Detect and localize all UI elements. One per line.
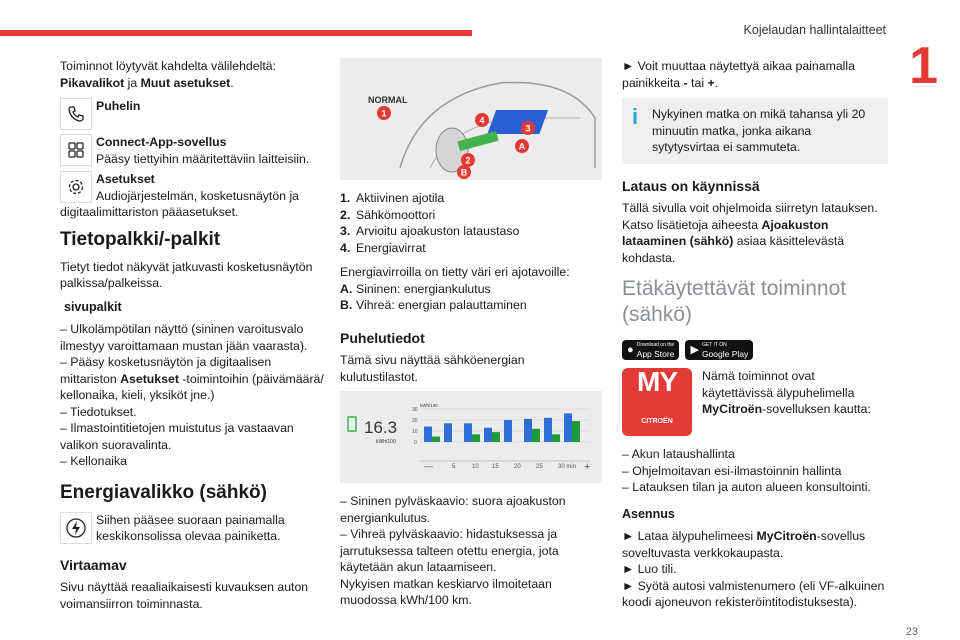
info-box: i Nykyinen matka on mikä tahansa yli 20 minuutin matka, jonka aikana sytytysvirtaa ei sammuteta. bbox=[622, 98, 888, 164]
energy-icon bbox=[60, 512, 92, 544]
google-play-icon: ▶ bbox=[690, 343, 699, 356]
subheading-sivupalkit: sivupalkit bbox=[64, 299, 122, 314]
list-item: – Kellonaika bbox=[60, 454, 127, 468]
marker-1 bbox=[377, 106, 391, 120]
list-item: – Sininen pylväskaavio: suora ajoakuston energiankulutus. bbox=[340, 494, 566, 525]
marker-4 bbox=[475, 113, 489, 127]
app-store-badge[interactable]: ● Download on the App Store bbox=[622, 340, 679, 360]
store-badges bbox=[622, 340, 888, 360]
summary-line: Nykyisen matkan keskiarvo ilmoitetaan muodossa kWh/100 km. bbox=[340, 576, 552, 607]
column-2 bbox=[340, 58, 604, 609]
chapter-number: 1 bbox=[909, 37, 938, 95]
heading-virtaamav: Virtaamav bbox=[60, 556, 127, 573]
bar-consumption bbox=[464, 423, 472, 442]
step-item: ► Luo tili. bbox=[622, 562, 677, 576]
bar-recovery bbox=[532, 429, 540, 442]
svg-text:30: 30 bbox=[412, 407, 418, 413]
chapter-color-bar bbox=[0, 30, 472, 36]
bar-consumption bbox=[444, 423, 452, 442]
virtaamav-paragraph: Sivu näyttää reaaliaikaisesti kuvauksen auton voimansiirron toiminnasta. bbox=[60, 580, 309, 611]
list-item: 1. Aktiivinen ajotila bbox=[340, 191, 445, 205]
google-play-badge[interactable]: ▶ GET IT ON Google Play bbox=[685, 340, 753, 360]
svg-text:kWh/100: kWh/100 bbox=[376, 439, 396, 445]
bar-recovery bbox=[552, 434, 560, 442]
svg-text:10: 10 bbox=[412, 429, 418, 435]
list-item: 2. Sähkömoottori bbox=[340, 207, 436, 222]
bar-consumption bbox=[484, 428, 492, 442]
list-item: 3. Arvioitu ajoakuston lataustaso bbox=[340, 224, 520, 238]
intro-paragraph: ► Voit muuttaa näytettyä aikaa painamalla painikkeita - tai +. bbox=[622, 59, 855, 90]
settings-icon bbox=[60, 171, 92, 203]
svg-text:15: 15 bbox=[492, 464, 499, 470]
bar-consumption bbox=[564, 413, 572, 442]
svg-text:30 min: 30 min bbox=[558, 464, 577, 470]
puhelu-paragraph: Tämä sivu näyttää sähköenergian kulutustilastot. bbox=[340, 353, 525, 384]
colors-intro: Energiavirroilla on tietty väri eri ajotavoille: bbox=[340, 265, 570, 279]
marker-2 bbox=[461, 153, 475, 167]
heading-puhelutiedot: Puhelutiedot bbox=[340, 329, 425, 346]
svg-text:3: 3 bbox=[525, 123, 531, 134]
phone-icon bbox=[60, 98, 92, 130]
bar-recovery bbox=[572, 421, 580, 442]
svg-text:5: 5 bbox=[452, 464, 456, 470]
svg-text:20: 20 bbox=[514, 464, 521, 470]
svg-text:25: 25 bbox=[536, 464, 543, 470]
list-item: A. Sininen: energiankulutus bbox=[340, 281, 491, 296]
svg-text:4: 4 bbox=[479, 115, 485, 126]
bar-recovery bbox=[492, 432, 500, 442]
svg-text:kWh/100: kWh/100 bbox=[420, 403, 438, 408]
consumption-chart-figure bbox=[340, 391, 602, 483]
list-item: – Ohjelmoitavan esi-ilmastoinnin hallinta bbox=[622, 463, 842, 478]
energy-button-row: Siihen pääsee suoraan painamalla keskikonsolissa olevaa painiketta. bbox=[60, 512, 330, 545]
heading-lataus: Lataus on käynnissä bbox=[622, 177, 760, 194]
running-header: Kojelaudan hallintalaitteet bbox=[743, 23, 886, 37]
menu-item-phone: Puhelin bbox=[60, 98, 330, 130]
minus-button[interactable]: — bbox=[424, 461, 433, 471]
svg-text:A: A bbox=[518, 141, 526, 152]
app-description-row: MY CITROËN Nämä toiminnot ovat käytettävissä älypuhelimella MyCitroën-sovelluksen kautta: bbox=[622, 368, 888, 436]
column-1 bbox=[60, 58, 330, 619]
heading-etakaytettavat: Etäkäytettävät toiminnot (sähkö) bbox=[622, 277, 847, 326]
mode-label: NORMAL bbox=[368, 95, 408, 105]
bar-consumption bbox=[504, 420, 512, 442]
powertrain-figure bbox=[340, 58, 602, 180]
list-item: – Akun lataushallinta bbox=[622, 447, 735, 461]
marker-3 bbox=[521, 121, 535, 135]
list-item: – Tiedotukset. bbox=[60, 404, 137, 419]
marker-A bbox=[515, 139, 529, 153]
list-item: – Pääsy kosketusnäytön ja digitaalisen mittariston Asetukset -toimintoihin (päivämäärä/ kellonaika, kieli, yksiköt jne.) bbox=[60, 355, 324, 402]
mycitroen-logo: MY CITROËN bbox=[622, 368, 692, 436]
battery-graphic bbox=[487, 110, 548, 134]
menu-item-connect-app: Connect-App-sovellus Pääsy tiettyihin määritettäviin laitteisiin. bbox=[60, 134, 330, 167]
connect-app-icon bbox=[60, 134, 92, 166]
step-item: ► Syötä autosi valmistenumero (eli VF-alkuinen koodi ajoneuvon rekisteröintitodistuksesta). bbox=[622, 578, 885, 609]
consumption-readout bbox=[348, 417, 397, 445]
list-item: – Ulkolämpötilan näyttö (sininen varoitusvalo ilmestyy varoittamaan mustan jään vaarasta). bbox=[60, 322, 308, 353]
info-icon: i bbox=[632, 104, 639, 129]
menu-item-settings: Asetukset Audiojärjestelmän, kosketusnäytön ja bbox=[60, 171, 330, 204]
list-item: 4. Energiavirrat bbox=[340, 240, 426, 255]
consumption-bars bbox=[424, 413, 580, 442]
lataus-paragraph: Tällä sivulla voit ohjelmoida siirretyn latauksen. Katso lisätietoja aiheesta Ajoakuston lataaminen (sähkö) asiaa käsittelevästä kohdasta. bbox=[622, 201, 878, 265]
list-item: – Vihreä pylväskaavio: hidastuksessa ja jarrutuksessa talteen otettu energia, jota käytetään akun lataamiseen. bbox=[340, 527, 559, 574]
list-item: – Latauksen tilan ja auton alueen konsultointi. bbox=[622, 480, 871, 494]
bar-recovery bbox=[432, 437, 440, 443]
column-3 bbox=[622, 58, 888, 611]
svg-text:0: 0 bbox=[414, 440, 417, 446]
svg-text:16.3: 16.3 bbox=[364, 418, 398, 437]
list-item: B. Vihreä: energian palauttaminen bbox=[340, 298, 527, 312]
svg-text:20: 20 bbox=[412, 418, 418, 424]
heading-asennus: Asennus bbox=[622, 506, 675, 521]
svg-text:B: B bbox=[460, 167, 468, 178]
apple-icon: ● bbox=[627, 343, 634, 356]
heading-energiavalikko: Energiavalikko (sähkö) bbox=[60, 481, 267, 503]
plus-button[interactable]: + bbox=[584, 461, 591, 473]
svg-text:2: 2 bbox=[465, 155, 471, 166]
intro-paragraph: Toiminnot löytyvät kahdelta välilehdeltä: Pikavalikot ja Muut asetukset. bbox=[60, 59, 276, 90]
page-number: 23 bbox=[905, 626, 918, 638]
step-item: ► Lataa älypuhelimeesi MyCitroën-sovellus soveltuvasta verkkokaupasta. bbox=[622, 529, 866, 560]
bar-consumption bbox=[524, 419, 532, 442]
heading-tietopalkki: Tietopalkki/-palkit bbox=[60, 228, 221, 250]
bar-consumption bbox=[424, 427, 432, 442]
svg-text:10: 10 bbox=[472, 464, 479, 470]
marker-B bbox=[457, 165, 471, 179]
svg-text:1: 1 bbox=[381, 108, 387, 119]
bar-consumption bbox=[544, 418, 552, 442]
list-item: – Ilmastointitietojen muistutus ja vastaavan valikon suoravalinta. bbox=[60, 421, 294, 452]
bar-recovery bbox=[472, 434, 480, 442]
settings-trailing-text: digitaalimittariston pääasetukset. bbox=[60, 205, 239, 219]
tieto-paragraph: Tietyt tiedot näkyvät jatkuvasti kosketusnäytön palkissa/palkeissa. bbox=[60, 259, 313, 290]
